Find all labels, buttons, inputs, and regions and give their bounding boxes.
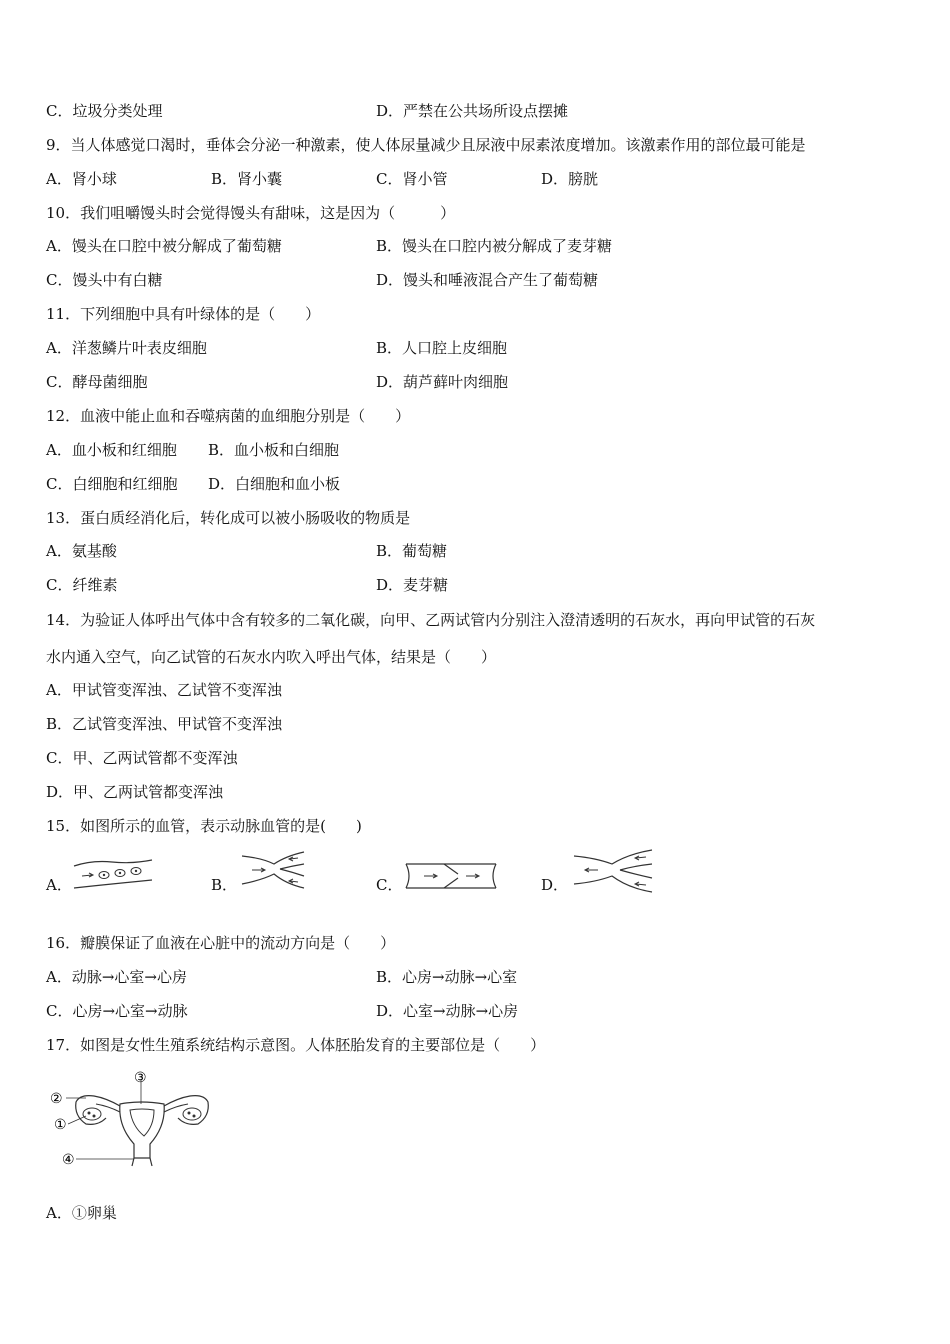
q13-option-c[interactable]: C．纤维素	[46, 576, 118, 594]
q13-option-a[interactable]: A．氨基酸	[46, 542, 117, 560]
q16-option-d[interactable]: D．心室→动脉→心房	[376, 1002, 519, 1020]
q15-option-a[interactable]: A．	[46, 876, 72, 894]
q11-option-a[interactable]: A．洋葱鳞片叶表皮细胞	[46, 339, 207, 357]
q12-option-d[interactable]: D．白细胞和血小板	[208, 475, 341, 493]
branching-vessel-figure	[572, 848, 654, 894]
q12-option-a[interactable]: A．血小板和红细胞	[46, 441, 177, 459]
valved-vessel-figure	[404, 860, 498, 892]
q9-option-b[interactable]: B．肾小囊	[211, 170, 283, 188]
q10-option-a[interactable]: A．馒头在口腔中被分解成了葡萄糖	[46, 237, 282, 255]
q8-option-c[interactable]: C．垃圾分类处理	[46, 102, 163, 120]
diagram-label-4: ④	[62, 1152, 75, 1168]
q15-option-c[interactable]: C．	[376, 876, 403, 894]
q16-option-c[interactable]: C．心房→心室→动脉	[46, 1002, 188, 1020]
q15-option-d[interactable]: D．	[541, 876, 569, 894]
q12-option-c[interactable]: C．白细胞和红细胞	[46, 475, 178, 493]
q12-stem: 12．血液中能止血和吞噬病菌的血细胞分别是（ ）	[46, 407, 411, 425]
q16-stem: 16．瓣膜保证了血液在心脏中的流动方向是（ ）	[46, 934, 396, 952]
q9-option-c[interactable]: C．肾小管	[376, 170, 448, 188]
q9-option-a[interactable]: A．肾小球	[46, 170, 117, 188]
q10-option-c[interactable]: C．馒头中有白糖	[46, 271, 163, 289]
converging-vessel-figure	[240, 850, 306, 892]
q11-option-b[interactable]: B．人口腔上皮细胞	[376, 339, 508, 357]
female-reproductive-system-diagram	[46, 1066, 212, 1172]
q16-option-b[interactable]: B．心房→动脉→心室	[376, 968, 518, 986]
q13-stem: 13．蛋白质经消化后，转化成可以被小肠吸收的物质是	[46, 509, 411, 527]
q15-stem: 15．如图所示的血管，表示动脉血管的是( )	[46, 817, 362, 835]
q13-option-d[interactable]: D．麦芽糖	[376, 576, 449, 594]
q10-option-d[interactable]: D．馒头和唾液混合产生了葡萄糖	[376, 271, 599, 289]
q11-option-c[interactable]: C．酵母菌细胞	[46, 373, 148, 391]
capillary-vessel-figure	[72, 858, 154, 892]
q17-option-a[interactable]: A．①卵巢	[46, 1204, 117, 1222]
q12-option-b[interactable]: B．血小板和白细胞	[208, 441, 340, 459]
q11-option-d[interactable]: D．葫芦藓叶肉细胞	[376, 373, 509, 391]
q16-option-a[interactable]: A．动脉→心室→心房	[46, 968, 187, 986]
q9-option-d[interactable]: D．膀胱	[541, 170, 599, 188]
q14-option-a[interactable]: A．甲试管变浑浊、乙试管不变浑浊	[46, 681, 282, 699]
q14-option-b[interactable]: B．乙试管变浑浊、甲试管不变浑浊	[46, 715, 283, 733]
q14-stem-line2: 水内通入空气，向乙试管的石灰水内吹入呼出气体，结果是（ ）	[46, 648, 497, 666]
q14-stem-line1: 14．为验证人体呼出气体中含有较多的二氧化碳，向甲、乙两试管内分别注入澄清透明的石灰水，再向甲试管的石灰	[46, 611, 816, 629]
q13-option-b[interactable]: B．葡萄糖	[376, 542, 448, 560]
q10-option-b[interactable]: B．馒头在口腔内被分解成了麦芽糖	[376, 237, 613, 255]
q11-stem: 11．下列细胞中具有叶绿体的是（ ）	[46, 305, 321, 323]
diagram-label-3: ③	[134, 1070, 147, 1086]
q8-option-d[interactable]: D．严禁在公共场所设点摆摊	[376, 102, 569, 120]
diagram-label-2: ②	[50, 1091, 63, 1107]
q17-stem: 17．如图是女性生殖系统结构示意图。人体胚胎发育的主要部位是（ ）	[46, 1036, 546, 1054]
diagram-label-1: ①	[54, 1117, 67, 1133]
q15-option-b[interactable]: B．	[211, 876, 238, 894]
q10-stem: 10．我们咀嚼馒头时会觉得馒头有甜味，这是因为（ ）	[46, 204, 456, 222]
q9-stem: 9．当人体感觉口渴时，垂体会分泌一种激素，使人体尿量减少且尿液中尿素浓度增加。该激素作用的部位最可能是	[46, 136, 806, 154]
q14-option-d[interactable]: D．甲、乙两试管都变浑浊	[46, 783, 224, 801]
q14-option-c[interactable]: C．甲、乙两试管都不变浑浊	[46, 749, 238, 767]
